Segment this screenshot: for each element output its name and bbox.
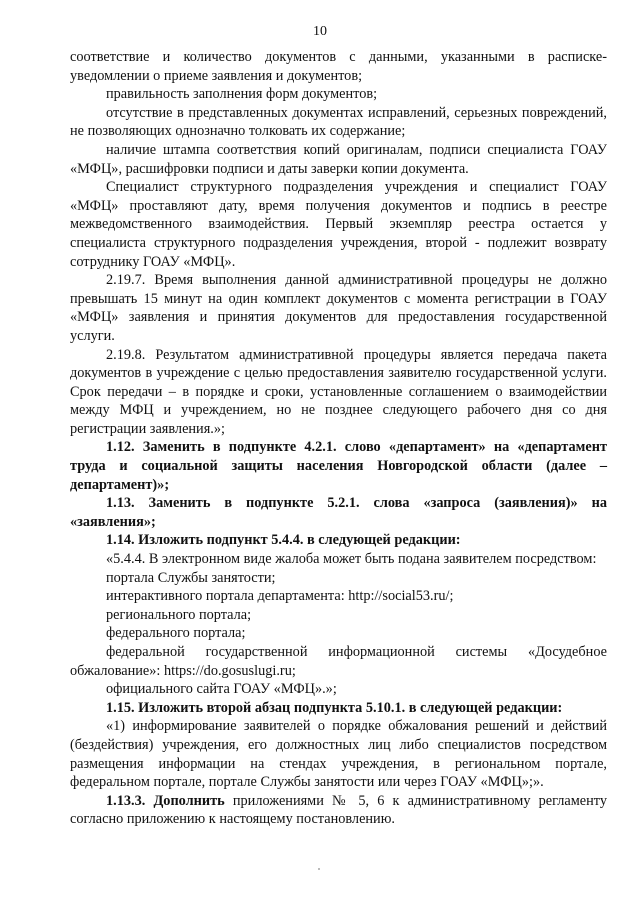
- page-number: 10: [313, 24, 327, 39]
- list-item: отсутствие в представленных документах исправлений, серьезных повреждений, не позволяющих однозначно толковать их содержание;: [70, 104, 607, 140]
- amendment-heading: 1.13. Заменить в подпункте 5.2.1. слова «запроса (заявления)» на «заявления»;: [70, 495, 607, 530]
- list-item: интерактивного портала департамента: http://social53.ru/;: [106, 588, 454, 605]
- paragraph: «5.4.4. В электронном виде жалоба может быть подана заявителем посредством:: [106, 551, 597, 568]
- paragraph: «1) информирование заявителей о порядке обжалования решений и действий (бездействия) учреждения, его должностных лиц либо специалистов посредством размещения информации на стендах учреждения, в региональном портале, федеральном портале, портале Службы занятости или через ГОАУ «МФЦ»;».: [70, 718, 607, 791]
- amendment-heading: 1.15. Изложить второй абзац подпункта 5.10.1. в следующей редакции:: [106, 699, 563, 716]
- paragraph: 2.19.7. Время выполнения данной административной процедуры не должно превышать 15 минут на один комплект документов с момента регистрации в ГОАУ «МФЦ» заявления и принятия документов для предоставления государственной услуги.: [70, 272, 607, 344]
- list-item: наличие штампа соответствия копий оригиналам, подписи специалиста ГОАУ «МФЦ», расшифровки подписи и даты заверки копии документа.: [70, 141, 607, 177]
- paragraph: соответствие и количество документов с данными, указанными в расписке-уведомлении о приеме заявления и документов;: [70, 49, 607, 84]
- scan-mark: [318, 868, 320, 870]
- paragraph: 2.19.8. Результатом административной процедуры является передача пакета документов в учреждение с целью предоставления заявителю государственной услуги. Срок передачи – в порядке и сроки, установленные соглашением о взаимодействии между МФЦ и учреждением, но не позднее следующего рабочего дня со дня регистрации заявления.»;: [70, 346, 607, 437]
- amendment-heading: [70, 792, 607, 829]
- list-item: портала Службы занятости;: [106, 569, 276, 586]
- amendment-heading-bold: 1.13.3. Дополнить: [106, 792, 225, 809]
- amendment-heading: 1.14. Изложить подпункт 5.4.4. в следующей редакции:: [106, 532, 461, 549]
- list-item: регионального портала;: [106, 606, 252, 623]
- document-body: [70, 48, 607, 829]
- list-item: федеральной государственной информационной системы «Досудебное обжалование»: https://do.gosuslugi.ru;: [70, 644, 607, 679]
- paragraph: Специалист структурного подразделения учреждения и специалист ГОАУ «МФЦ» проставляют дату, время получения документов и подпись в реестре межведомственного взаимодействия. Первый экземпляр реестра остается у специалиста структурного подразделения учреждения, второй - подлежит возврату сотруднику ГОАУ «МФЦ».: [70, 179, 607, 270]
- amendment-heading-rest: приложениями № 5, 6 к административному регламенту согласно приложению к настоящему постановлению.: [70, 792, 608, 828]
- list-item: федерального портала;: [106, 625, 246, 642]
- list-item: правильность заполнения форм документов;: [106, 86, 378, 103]
- amendment-heading: 1.12. Заменить в подпункте 4.2.1. слово «департамент» на «департамент труда и социальной защиты населения Новгородской области (далее – департамент)»;: [70, 439, 607, 493]
- list-item: официального сайта ГОАУ «МФЦ».»;: [106, 681, 337, 698]
